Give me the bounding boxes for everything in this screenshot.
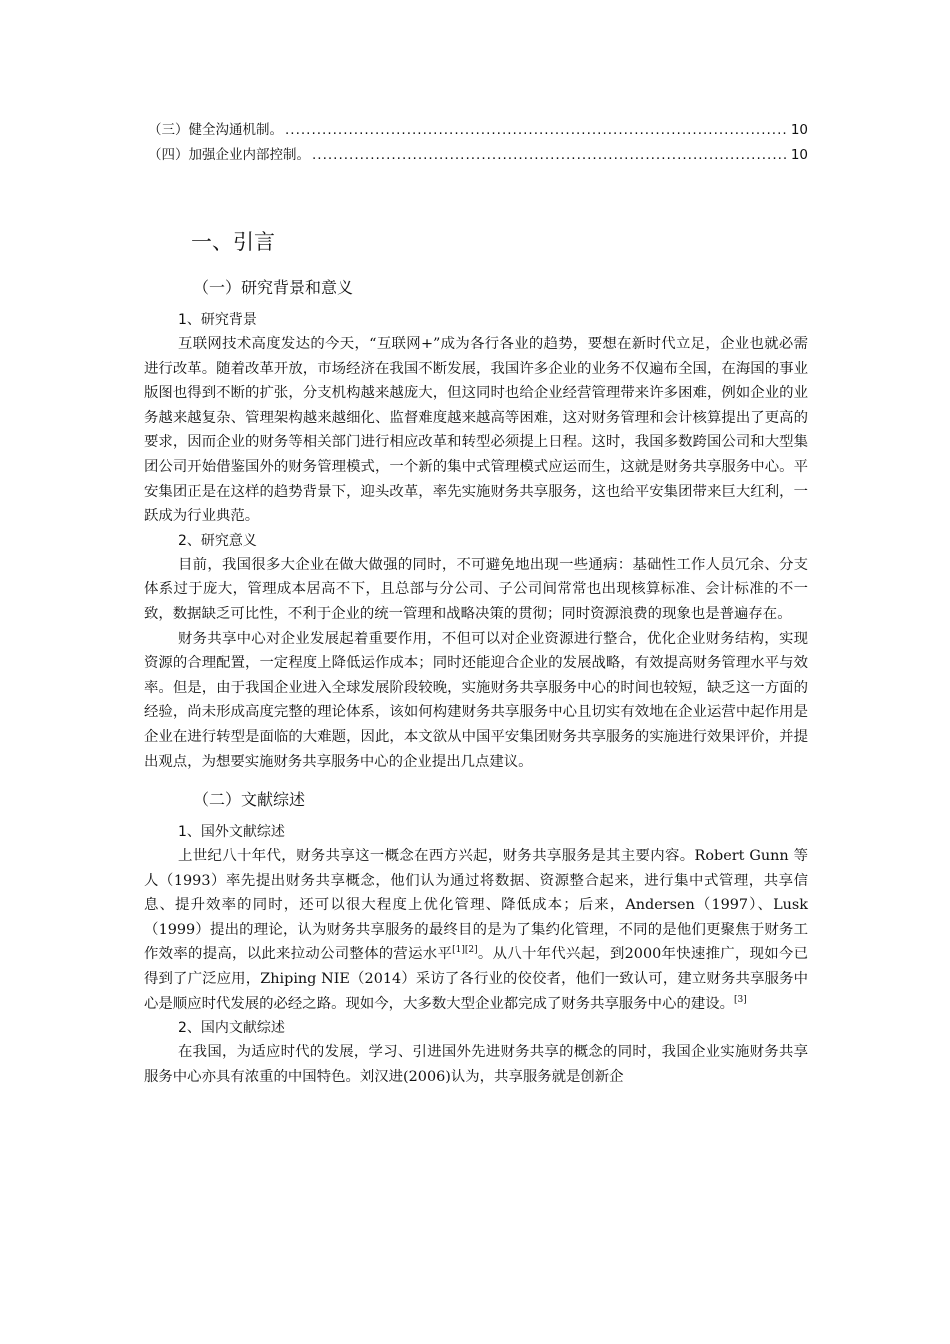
paragraph: [144, 844, 808, 1016]
toc-entry[interactable]: [148, 143, 808, 168]
citation-ref[interactable]: [3]: [734, 994, 747, 1005]
toc-entry-title: （四）加强企业内部控制。: [148, 147, 310, 163]
toc-leader-dots: [285, 118, 789, 143]
subsection-heading: 1、研究背景: [178, 312, 257, 328]
citation-ref[interactable]: [1][2]: [452, 945, 478, 956]
toc-leader-dots: [312, 143, 789, 168]
toc-entry-title: （三）健全沟通机制。: [148, 122, 283, 138]
paragraph-text: 。从八十年代兴起，到2000年快速推广，现如今已得到了广泛应用，Zhiping NIE（2014）采访了各行业的佼佼者，他们一致认可，建立财务共享服务中心是顺应时代发展的必经之路。现如今，大多数大型企业都完成了财务共享服务中心的建设。: [144, 946, 808, 1012]
paragraph-text: 上世纪八十年代，财务共享这一概念在西方兴起，财务共享服务是其主要内容。Robert Gunn 等人（1993）率先提出财务共享概念，他们认为通过将数据、资源整合起来，进行集中式管理，共享信息、提升效率的同时，还可以很大程度上优化管理、降低成本；后来，Andersen（1997）、Lusk（1999）提出的理论，认为财务共享服务的最终目的是为了集约化管理，不同的是他们更聚焦于财务工作效率的提高，以此来拉动公司整体的营运水平: [144, 848, 808, 963]
paragraph: 在我国，为适应时代的发展，学习、引进国外先进财务共享的概念的同时，我国企业实施财务共享服务中心亦具有浓重的中国特色。刘汉进(2006)认为，共享服务就是创新企: [144, 1044, 808, 1085]
toc-entry[interactable]: [148, 118, 808, 143]
section-heading: （二）文献综述: [193, 790, 306, 810]
subsection-heading: 2、研究意义: [178, 532, 257, 549]
toc-entry-page: 10: [790, 147, 808, 163]
main-content: [144, 226, 808, 1089]
paragraph: 财务共享中心对企业发展起着重要作用，不但可以对企业资源进行整合，优化企业财务结构，实现资源的合理配置，一定程度上降低运作成本；同时还能迎合企业的发展战略，有效提高财务管理水平与效率。但是，由于我国企业进入全球发展阶段较晚，实施财务共享服务中心的时间也较短，缺乏这一方面的经验，尚未形成高度完整的理论体系，该如何构建财务共享服务中心且切实有效地在企业运营中起作用是企业在进行转型是面临的大难题，因此，本文欲从中国平安集团财务共享服务的实施进行效果评价，并提出观点，为想要实施财务共享服务中心的企业提出几点建议。: [144, 630, 808, 770]
section-heading: （一）研究背景和意义: [193, 278, 354, 297]
subsection-heading: 2、国内文献综述: [178, 1020, 285, 1037]
subsection-heading: 1、国外文献综述: [178, 824, 285, 841]
section-spacer: [144, 774, 808, 786]
paragraph: 互联网技术高度发达的今天，“互联网+”成为各行各业的趋势，要想在新时代立足，企业也就必需进行改革。随着改革开放，市场经济在我国不断发展，我国许多企业的业务不仅遍布全国，在海国的事业版图也得到不断的扩张，分支机构越来越庞大，但这同时也给企业经营管理带来许多困难，例如企业的业务越来越复杂、管理架构越来越细化、监督难度越来越高等困难，这对财务管理和会计核算提出了更高的要求，因而企业的财务等相关部门进行相应改革和转型必须提上日程。这时，我国多数跨国公司和大型集团公司开始借鉴国外的财务管理模式，一个新的集中式管理模式应运而生，这就是财务共享服务中心。平安集团正是在这样的趋势背景下，迎头改革，率先实施财务共享服务，这也给平安集团带来巨大红利，一跃成为行业典范。: [144, 336, 808, 525]
paragraph: 目前，我国很多大企业在做大做强的同时，不可避免地出现一些通病：基础性工作人员冗余、分支体系过于庞大，管理成本居高不下，且总部与分公司、子公司间常常也出现核算标准、会计标准的不一致，数据缺乏可比性，不利于企业的统一管理和战略决策的贯彻；同时资源浪费的现象也是普遍存在。: [144, 556, 808, 622]
toc-entry-page: 10: [790, 122, 808, 138]
table-of-contents: [148, 118, 808, 168]
chapter-heading: 一、引言: [191, 230, 275, 254]
